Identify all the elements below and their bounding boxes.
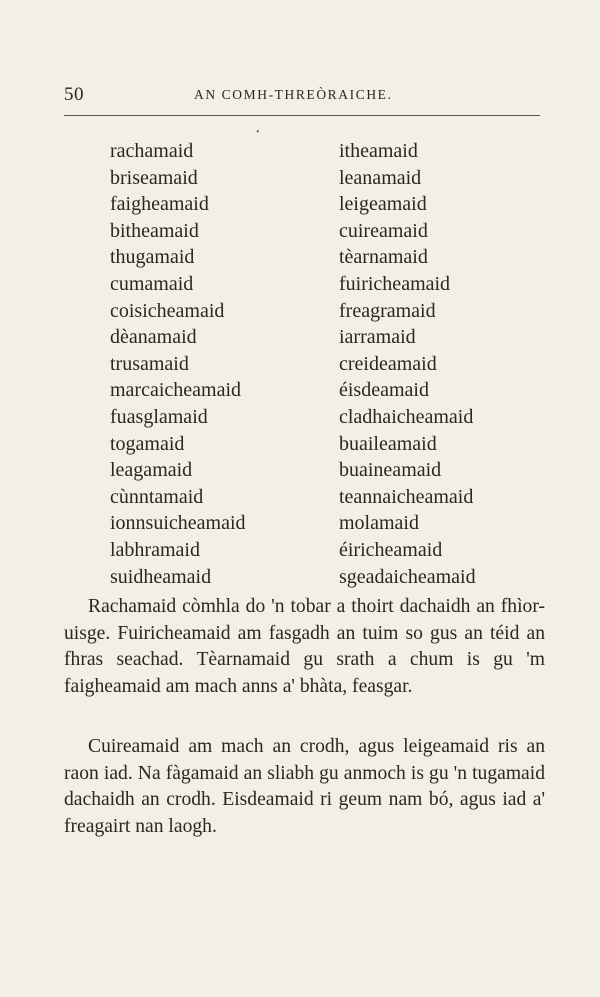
word-right: leanamaid (339, 166, 422, 189)
word-row (0, 244, 600, 271)
word-left: cùnntamaid (110, 485, 204, 508)
word-row (0, 298, 600, 325)
word-row (0, 218, 600, 245)
word-left: togamaid (110, 432, 185, 455)
word-left: coisicheamaid (110, 299, 225, 322)
word-row (0, 431, 600, 458)
word-left: rachamaid (110, 140, 194, 162)
word-right: teannaicheamaid (339, 485, 474, 508)
word-left: ionnsuicheamaid (110, 512, 246, 535)
word-right: fuiricheamaid (339, 272, 451, 295)
word-row (0, 351, 600, 378)
word-right: molamaid (339, 512, 419, 535)
word-row (0, 404, 600, 431)
word-right: buaineamaid (339, 459, 442, 482)
word-row (0, 564, 600, 591)
word-right: éiricheamaid (339, 538, 443, 561)
word-right: creideamaid (339, 352, 437, 375)
word-left: labhramaid (110, 538, 200, 561)
word-row (0, 377, 600, 404)
word-row (0, 457, 600, 484)
word-right: cladhaicheamaid (339, 405, 474, 428)
word-right: éisdeamaid (339, 379, 429, 402)
running-head: AN COMH-THREÒRAICHE. (194, 87, 393, 102)
paragraph-1: Rachamaid còmhla do 'n tobar a thoirt dachaidh an fhìor-uisge. Fuiricheamaid am fasgadh an tuim so gus an téid an fhras seachad. Tèarnamaid gu srath a chum is gu 'm faigheamaid am mach anns a' bhàta, feasgar. (64, 596, 545, 697)
header-rule (64, 115, 540, 116)
word-left: thugamaid (110, 246, 195, 269)
word-left: trusamaid (110, 352, 189, 375)
word-right: buaileamaid (339, 432, 437, 455)
word-right: leigeamaid (339, 193, 427, 216)
word-right: tèarnamaid (339, 246, 428, 269)
word-left: fuasglamaid (110, 405, 208, 428)
word-list (0, 138, 600, 590)
word-row (0, 510, 600, 537)
word-left: faigheamaid (110, 193, 209, 216)
word-row (0, 484, 600, 511)
page-header (64, 84, 540, 110)
word-right: iarramaid (339, 326, 416, 349)
word-row (0, 324, 600, 351)
word-left: suidheamaid (110, 565, 212, 588)
word-left: dèanamaid (110, 326, 197, 349)
word-right: cuireamaid (339, 219, 428, 242)
word-left: briseamaid (110, 166, 198, 189)
word-left: cumamaid (110, 272, 194, 295)
page-number: 50 (64, 84, 84, 105)
paragraph-2: Cuireamaid am mach an crodh, agus leigeamaid ris an raon iad. Na fàgamaid an sliabh gu anmoch is gu 'n tugamaid dachaidh an crodh. Eisdeamaid ri geum nam bó, agus iad a' freagairt nan laogh. (64, 736, 545, 837)
word-row (0, 271, 600, 298)
word-left: marcaicheamaid (110, 379, 242, 402)
word-row (0, 138, 600, 165)
word-right: sgeadaicheamaid (339, 565, 476, 588)
word-row (0, 537, 600, 564)
word-row (0, 191, 600, 218)
word-left: leagamaid (110, 459, 193, 482)
word-row (0, 165, 600, 192)
word-right: itheamaid (339, 140, 418, 162)
printer-mark: • (256, 127, 260, 138)
word-right: freagramaid (339, 299, 436, 322)
word-left: bitheamaid (110, 219, 199, 242)
